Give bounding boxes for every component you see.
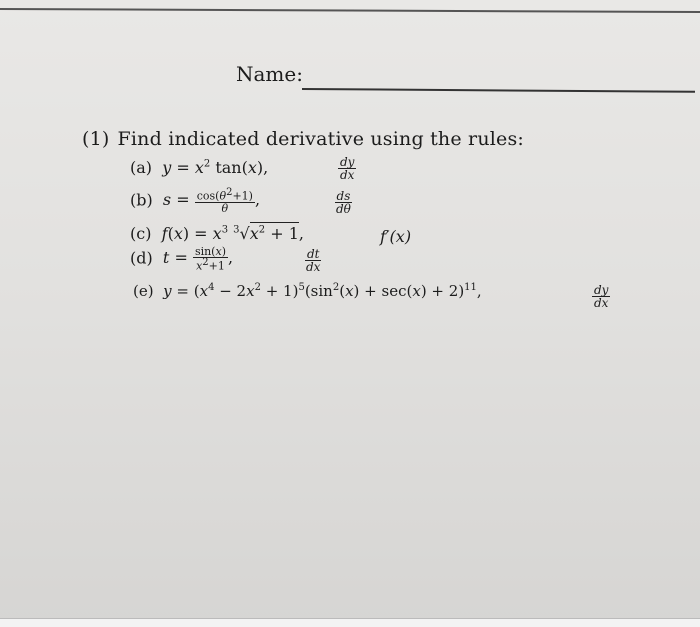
name-label: Name: xyxy=(236,62,303,86)
target-denominator: dx xyxy=(340,168,355,182)
part-c-target: f′(x) xyxy=(380,227,412,246)
question-text: Find indicated derivative using the rules: xyxy=(117,128,525,150)
question-number: (1) xyxy=(82,128,110,150)
target-denominator: dx xyxy=(594,296,609,310)
part-label: (b) xyxy=(130,190,153,210)
part-b xyxy=(130,188,260,214)
part-e xyxy=(133,282,482,300)
part-a-target xyxy=(338,156,356,181)
part-d xyxy=(130,246,233,272)
name-blank-line xyxy=(302,88,695,92)
part-label: (a) xyxy=(130,158,153,177)
top-rule xyxy=(0,8,700,13)
target-numerator: dt xyxy=(306,247,320,261)
part-c xyxy=(130,224,304,243)
target-numerator: ds xyxy=(336,189,351,203)
target-numerator: dy xyxy=(340,155,355,169)
part-e-target xyxy=(592,284,610,309)
target-denominator: dx xyxy=(306,260,321,274)
part-c-equation: $f(x) = x^3$ $^3√x^2 + 1$, xyxy=(161,224,305,243)
target-numerator: dy xyxy=(594,283,609,297)
part-a-equation: $y = x^2$ tan(x), xyxy=(162,158,269,177)
part-label: (c) xyxy=(130,224,152,243)
part-label: (d) xyxy=(130,248,153,268)
target-denominator: dθ xyxy=(336,202,351,216)
question-1-prompt xyxy=(82,128,524,150)
part-d-target xyxy=(304,248,322,273)
part-b-target xyxy=(334,190,353,215)
part-d-equation: t = $\frac{\sin(x)}{x^2+1}$ , xyxy=(162,245,234,273)
part-b-equation: s = $\frac{\cos(\theta^2+1)}{\theta}$ , xyxy=(162,187,261,215)
part-label: (e) xyxy=(133,282,154,300)
part-e-equation: $y = (x^4 - 2x^2 + 1)^5(\sin^2(x) + \sec(x) + 2)^{11}$, xyxy=(163,282,482,300)
part-a xyxy=(130,158,268,177)
